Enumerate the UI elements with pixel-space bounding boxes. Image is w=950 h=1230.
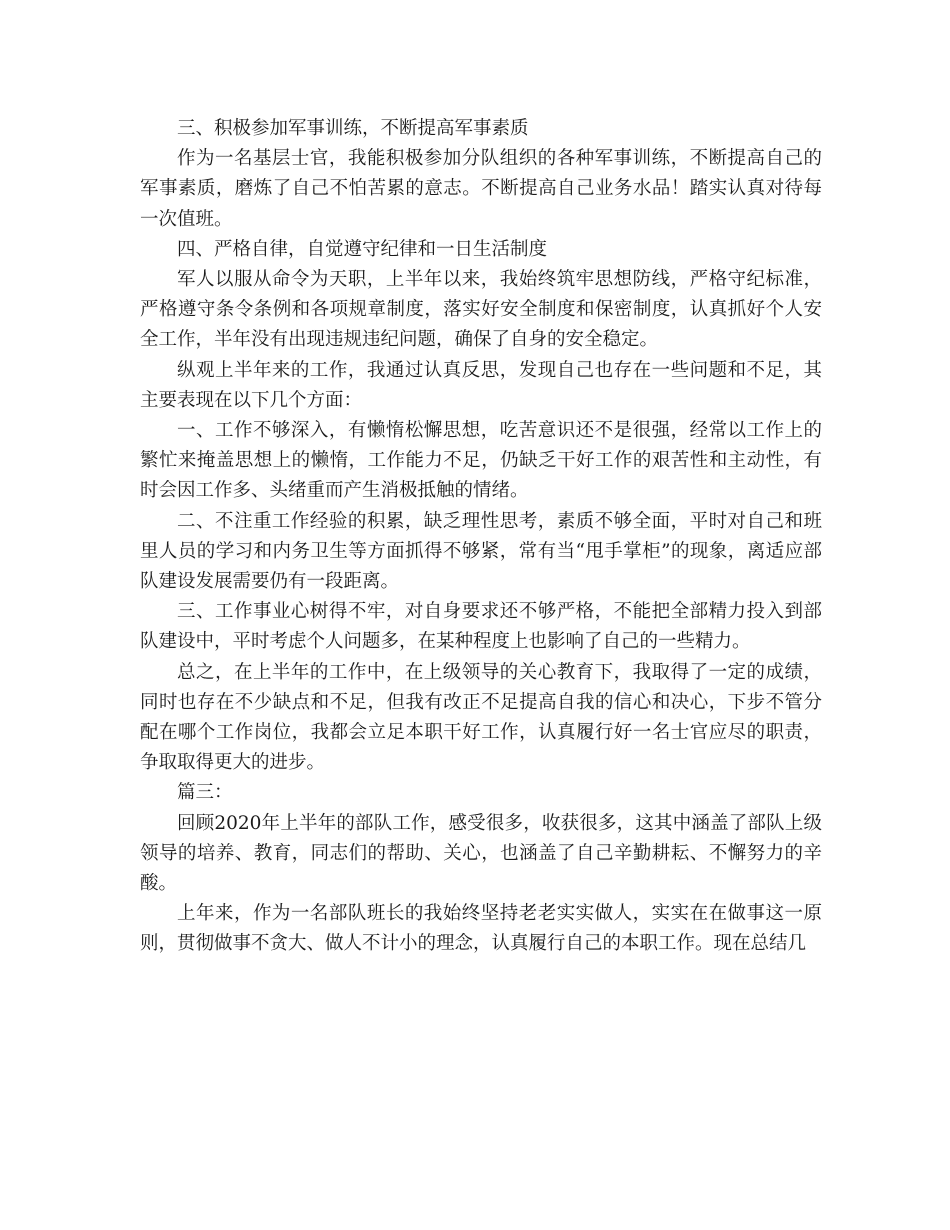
paragraph: 总之，在上半年的工作中，在上级领导的关心教育下，我取得了一定的成绩，同时也存在不少缺点和不足，但我有改正不足提高自我的信心和决心，下步不管分配在哪个工作岗位，我都会立足本职干好工作，认真履行好一名士官应尽的职责，争取取得更大的进步。 (140, 661, 822, 774)
section-heading-4: 四、严格自律，自觉遵守纪律和一日生活制度 (177, 238, 548, 260)
paragraph: 军人以服从命令为天职，上半年以来，我始终筑牢思想防线，严格守纪标准，严格遵守条令条例和各项规章制度，落实好安全制度和保密制度，认真抓好个人安全工作，半年没有出现违规违纪问题，确保了自身的安全稳定。 (140, 269, 822, 351)
section-heading-3: 三、积极参加军事训练，不断提高军事素质 (177, 118, 529, 139)
paragraph: 三、工作事业心树得不牢，对自身要求还不够严格，不能把全部精力投入到部队建设中，平时考虑个人问题多，在某种程度上也影响了自己的一些精力。 (140, 601, 822, 653)
paragraph: 作为一名基层士官，我能积极参加分队组织的各种军事训练，不断提高自己的军事素质，磨炼了自己不怕苦累的意志。不断提高自己业务水品！踏实认真对待每一次值班。 (140, 148, 822, 230)
document-body (140, 114, 822, 960)
paragraph: 二、不注重工作经验的积累，缺乏理性思考，素质不够全面，平时对自己和班里人员的学习和内务卫生等方面抓得不够紧，常有当“甩手掌柜”的现象，离适应部队建设发展需要仍有一段距离。 (140, 510, 822, 593)
paragraph: 一、工作不够深入，有懒惰松懈思想，吃苦意识还不是很强，经常以工作上的繁忙来掩盖思想上的懒惰，工作能力不足，仍缺乏干好工作的艰苦性和主动性，有时会因工作多、头绪重而产生消极抵触的情绪。 (140, 420, 822, 502)
paragraph: 回顾2020年上半年的部队工作，感受很多，收获很多，这其中涵盖了部队上级领导的培养、教育，同志们的帮助、关心，也涵盖了自己辛勤耕耘、不懈努力的辛酸。 (140, 812, 822, 895)
paragraph: 纵观上半年来的工作，我通过认真反思，发现自己也存在一些问题和不足，其主要表现在以下几个方面： (140, 359, 822, 411)
paragraph: 上年来，作为一名部队班长的我始终坚持老老实实做人，实实在在做事这一原则，贯彻做事不贪大、做人不计小的理念，认真履行自己的本职工作。现在总结几 (140, 903, 822, 955)
part-heading: 篇三： (177, 782, 233, 804)
